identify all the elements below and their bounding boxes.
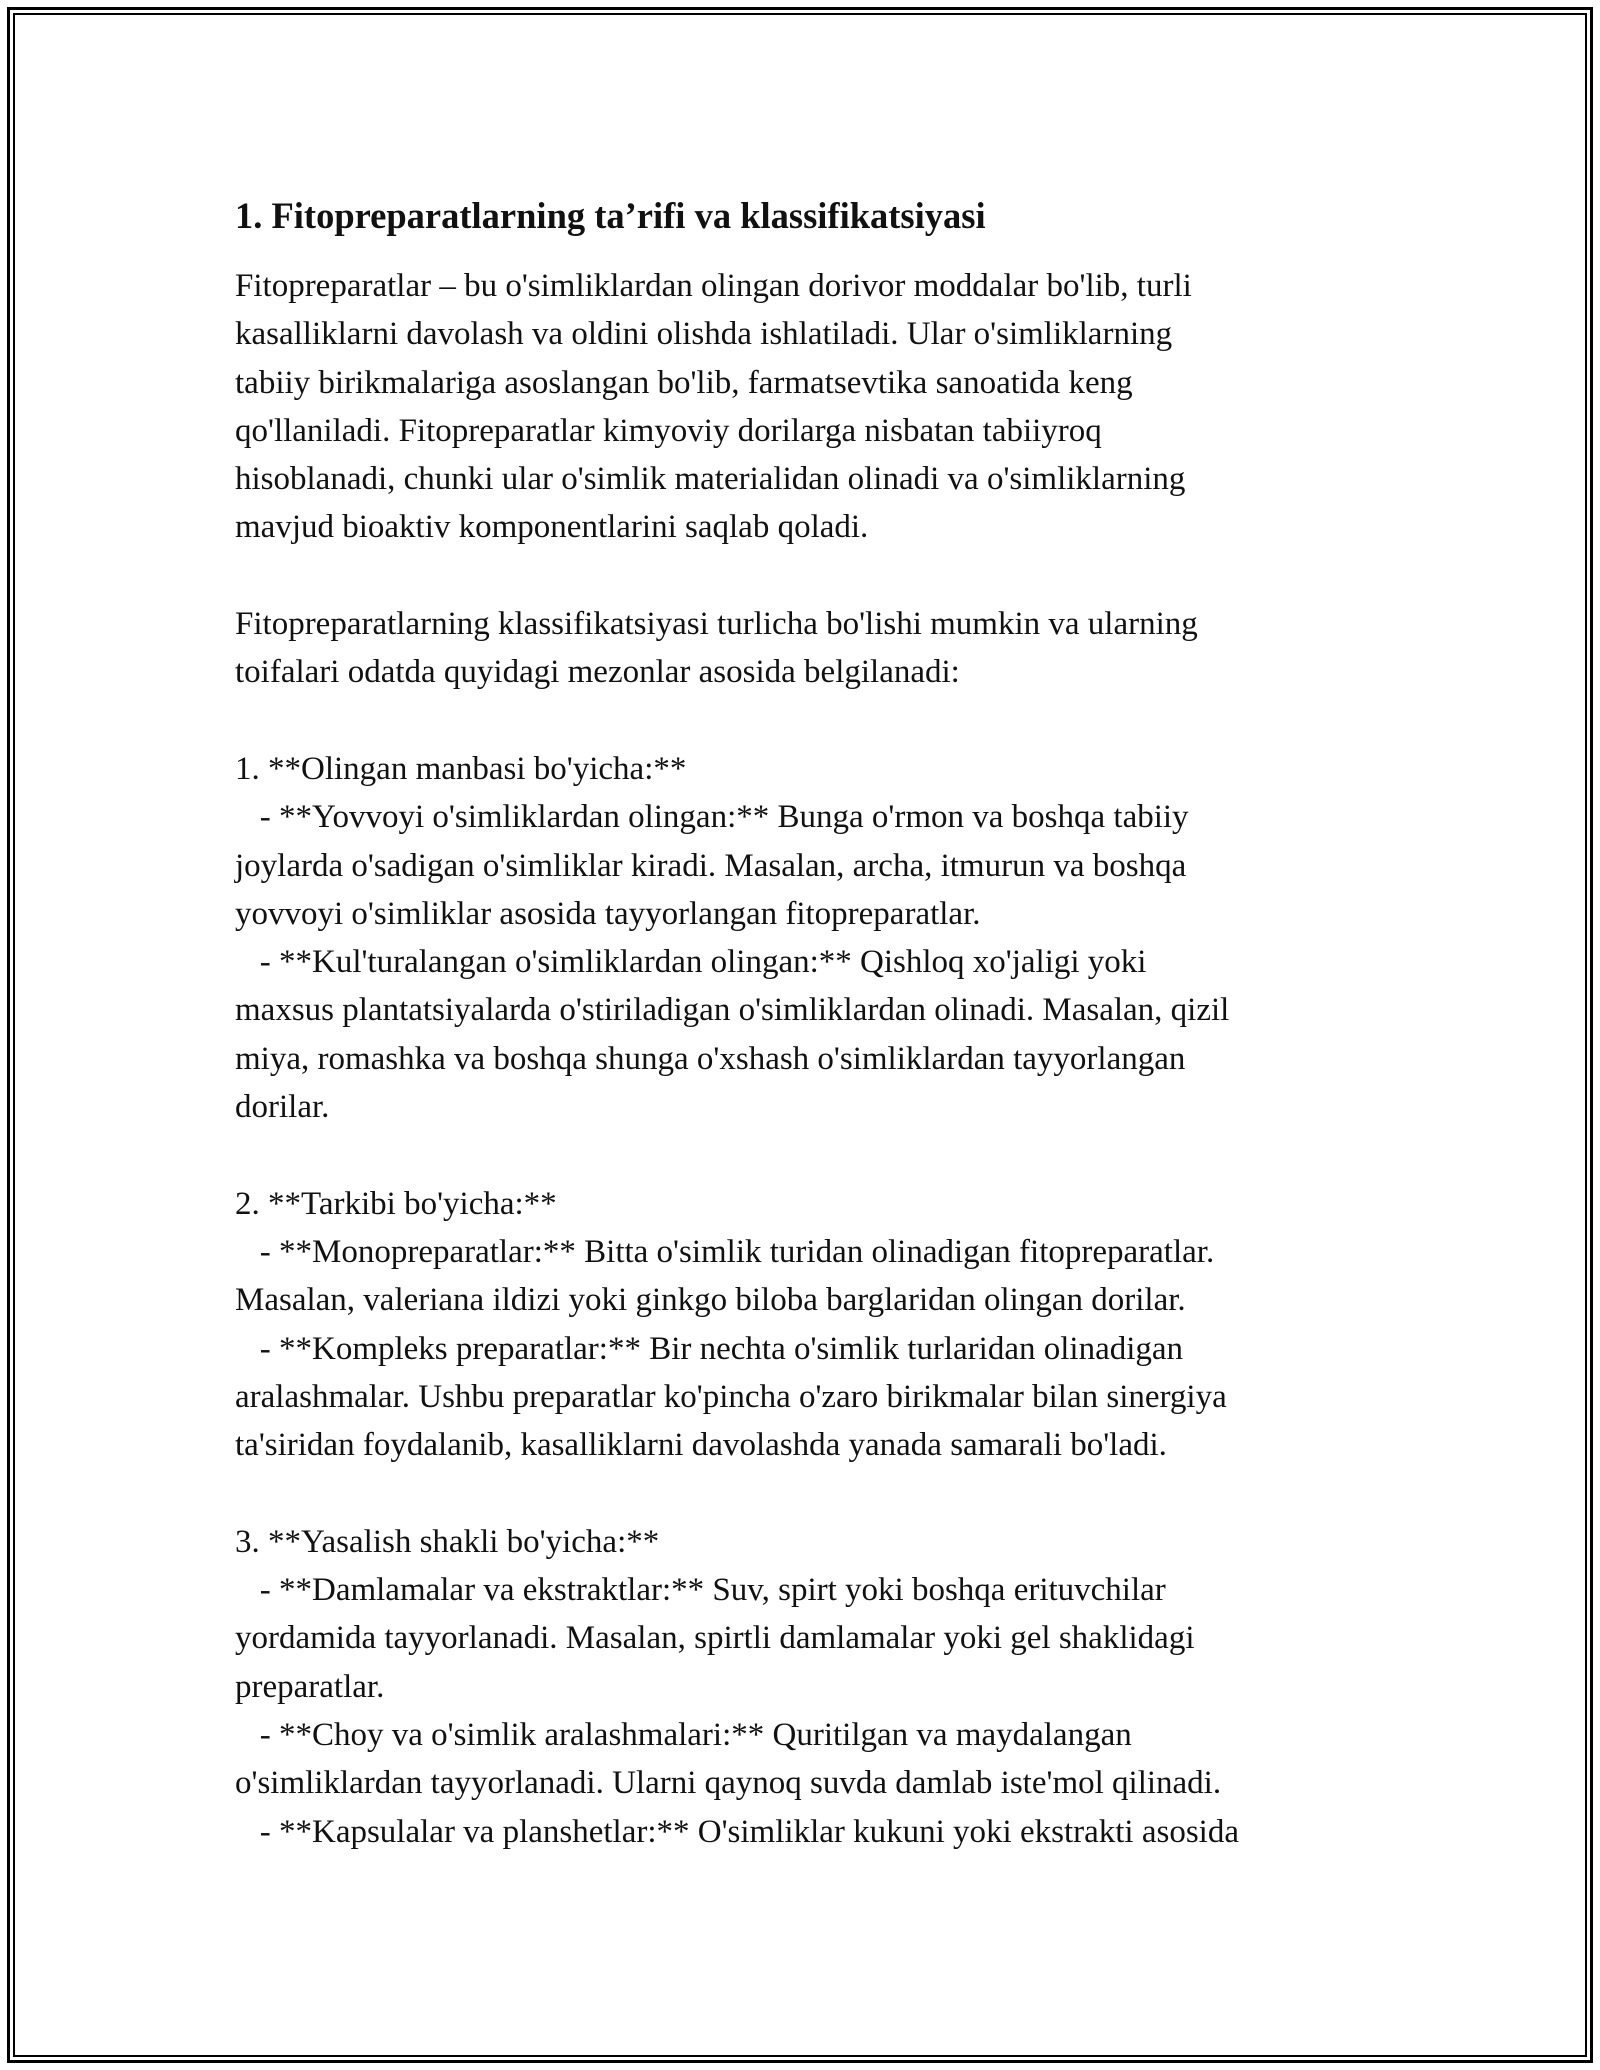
text-line: - **Choy va o'simlik aralashmalari:** Quritilgan va maydalangan — [235, 1716, 1132, 1753]
text-line: tabiiy birikmalariga asoslangan bo'lib, farmatsevtika sanoatida keng — [235, 364, 1133, 401]
document-body — [235, 190, 1375, 1856]
text-line: - **Kul'turalangan o'simliklardan olingan:** Qishloq xo'jaligi yoki — [235, 944, 1147, 981]
text-line: miya, romashka va boshqa shunga o'xshash o'simliklardan tayyorlangan — [235, 1040, 1186, 1077]
text-line: - **Yovvoyi o'simliklardan olingan:** Bunga o'rmon va boshqa tabiiy — [235, 799, 1189, 836]
text-line: preparatlar. — [235, 1668, 385, 1705]
text-line: - **Kompleks preparatlar:** Bir nechta o'simlik turlaridan olinadigan — [235, 1330, 1184, 1367]
blank-line — [235, 1131, 1375, 1179]
text-line: Masalan, valeriana ildizi yoki ginkgo biloba barglaridan olingan dorilar. — [235, 1282, 1186, 1319]
text-line: qo'llaniladi. Fitopreparatlar kimyoviy dorilarga nisbatan tabiiyroq — [235, 412, 1102, 449]
text-line: yordamida tayyorlanadi. Masalan, spirtli damlamalar yoki gel shaklidagi — [235, 1620, 1195, 1657]
text-line: maxsus plantatsiyalarda o'stiriladigan o'simliklardan olinadi. Masalan, qizil — [235, 992, 1230, 1029]
text-lines — [235, 262, 1375, 1856]
text-line: Fitopreparatlarning klassifikatsiyasi turlicha bo'lishi mumkin va ularning — [235, 606, 1198, 643]
text-line: aralashmalar. Ushbu preparatlar ko'pincha o'zaro birikmalar bilan sinergiya — [235, 1378, 1227, 1415]
text-line: Fitopreparatlar – bu o'simliklardan olingan dorivor moddalar bo'lib, turli — [235, 268, 1192, 304]
text-line: o'simliklardan tayyorlanadi. Ularni qaynoq suvda damlab iste'mol qilinadi. — [235, 1765, 1222, 1802]
text-line: ta'siridan foydalanib, kasalliklarni davolashda yanada samarali bo'ladi. — [235, 1427, 1167, 1464]
text-line: - **Monopreparatlar:** Bitta o'simlik turidan olinadigan fitopreparatlar. — [235, 1233, 1215, 1270]
text-line: dorilar. — [235, 1089, 330, 1126]
text-line: 2. **Tarkibi bo'yicha:** — [235, 1185, 557, 1222]
text-line: yovvoyi o'simliklar asosida tayyorlangan fitopreparatlar. — [235, 895, 981, 932]
text-line: mavjud bioaktiv komponentlarini saqlab qoladi. — [235, 509, 869, 546]
text-line: joylarda o'sadigan o'simliklar kiradi. Masalan, archa, itmurun va boshqa — [235, 847, 1187, 884]
text-line: hisoblanadi, chunki ular o'simlik materialidan olinadi va o'simliklarning — [235, 461, 1186, 498]
section-heading: 1. Fitopreparatlarning ta’rifi va klassifikatsiyasi — [235, 195, 986, 236]
text-line: kasalliklarni davolash va oldini olishda ishlatiladi. Ular o'simliklarning — [235, 316, 1173, 353]
blank-line — [235, 1469, 1375, 1517]
text-line: - **Kapsulalar va planshetlar:** O'simliklar kukuni yoki ekstrakti asosida — [235, 1813, 1239, 1850]
text-line: 1. **Olingan manbasi bo'yicha:** — [235, 750, 687, 787]
text-line: toifalari odatda quyidagi mezonlar asosida belgilanadi: — [235, 654, 960, 691]
blank-line — [235, 552, 1375, 600]
text-line: - **Damlamalar va ekstraktlar:** Suv, spirt yoki boshqa erituvchilar — [235, 1572, 1166, 1609]
text-line: 3. **Yasalish shakli bo'yicha:** — [235, 1523, 660, 1560]
blank-line — [235, 697, 1375, 745]
